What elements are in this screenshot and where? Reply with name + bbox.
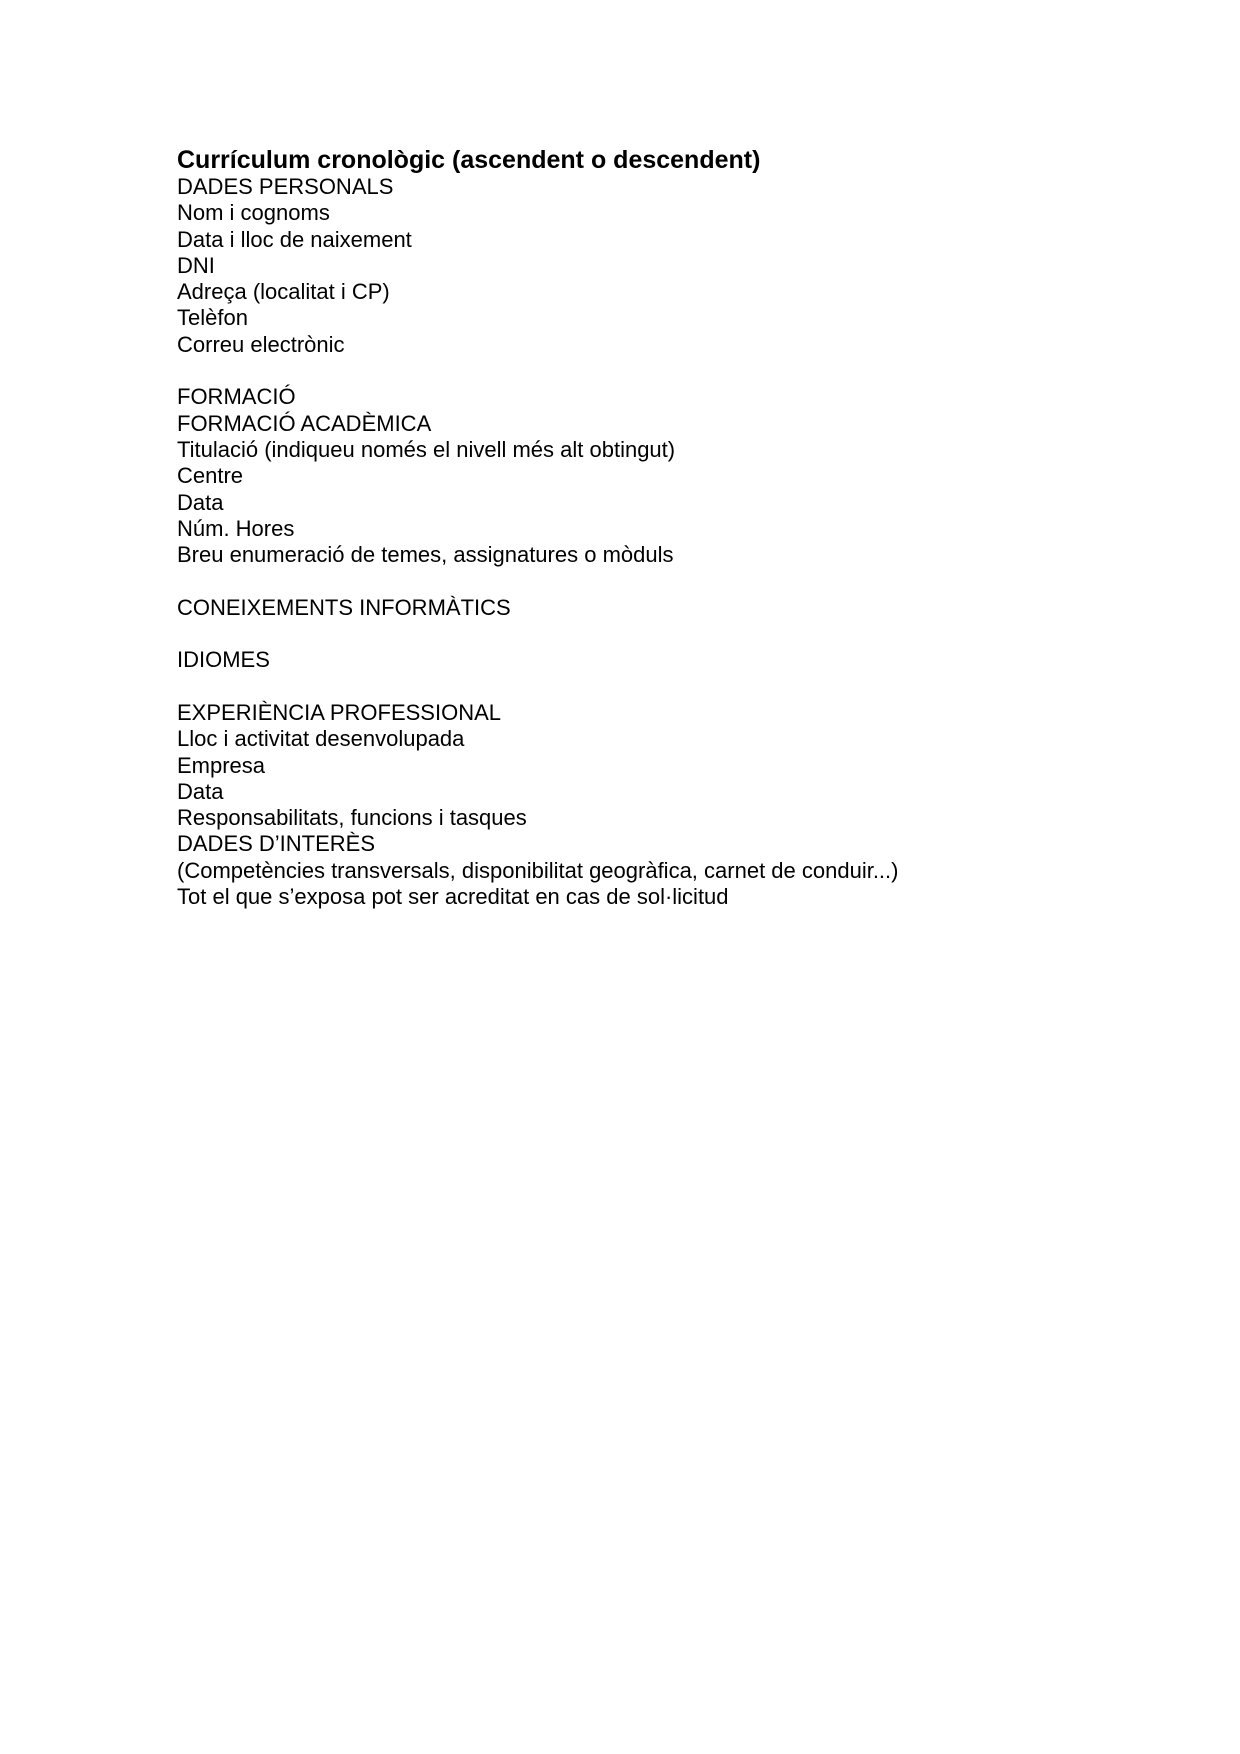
- training-item-date: Data: [177, 489, 224, 515]
- training-item-degree: Titulació (indiqueu només el nivell més alt obtingut): [177, 436, 676, 462]
- section-experience: [177, 700, 1177, 831]
- section-heading-personal-data: DADES PERSONALS: [177, 174, 394, 199]
- spacer: [177, 674, 1177, 700]
- experience-item-position: Lloc i activitat desenvolupada: [177, 726, 465, 752]
- training-item-hours: Núm. Hores: [177, 515, 295, 541]
- personal-item-name: Nom i cognoms: [177, 200, 330, 226]
- spacer: [177, 358, 1177, 384]
- section-training: [177, 384, 1177, 568]
- interest-item-competences: (Competències transversals, disponibilitat geogràfica, carnet de conduir...): [177, 857, 899, 883]
- section-languages: [177, 647, 1177, 673]
- personal-item-address: Adreça (localitat i CP): [177, 279, 390, 305]
- personal-item-email: Correu electrònic: [177, 331, 345, 357]
- experience-item-responsibilities: Responsabilitats, funcions i tasques: [177, 805, 527, 831]
- document-page: [177, 146, 1177, 910]
- document-title: Currículum cronològic (ascendent o descendent): [177, 146, 761, 174]
- section-heading-it-skills: CONEIXEMENTS INFORMÀTICS: [177, 594, 511, 620]
- section-subheading-academic-training: FORMACIÓ ACADÈMICA: [177, 410, 432, 436]
- section-heading-interest: DADES D’INTERÈS: [177, 831, 376, 857]
- section-heading-languages: IDIOMES: [177, 647, 270, 673]
- experience-item-date: Data: [177, 778, 224, 804]
- section-heading-training: FORMACIÓ: [177, 384, 296, 410]
- experience-item-company: Empresa: [177, 752, 266, 778]
- section-it-skills: [177, 595, 1177, 621]
- spacer: [177, 568, 1177, 594]
- interest-item-accreditation: Tot el que s’exposa pot ser acreditat en cas de sol·licitud: [177, 884, 729, 910]
- training-item-centre: Centre: [177, 463, 244, 489]
- section-personal-data: [177, 174, 1177, 358]
- personal-item-dni: DNI: [177, 252, 215, 278]
- spacer: [177, 621, 1177, 647]
- section-heading-experience: EXPERIÈNCIA PROFESSIONAL: [177, 699, 501, 725]
- personal-item-birth: Data i lloc de naixement: [177, 226, 412, 252]
- section-interest: [177, 831, 1177, 910]
- training-item-topics: Breu enumeració de temes, assignatures o mòduls: [177, 542, 674, 568]
- personal-item-phone: Telèfon: [177, 305, 248, 331]
